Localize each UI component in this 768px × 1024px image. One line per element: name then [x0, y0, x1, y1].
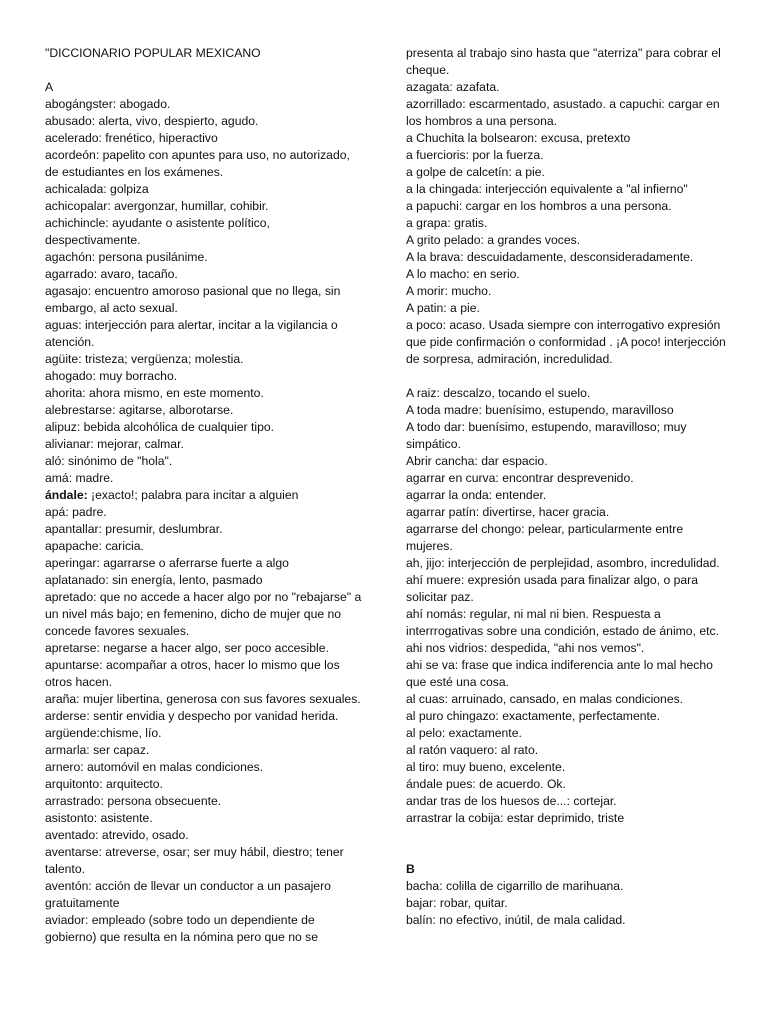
list-item: A todo dar: buenísimo, estupendo, maravilloso; muy simpático.	[406, 420, 687, 451]
list-item: achicopalar: avergonzar, humillar, cohibir.	[45, 199, 269, 213]
entry-list	[406, 385, 728, 827]
list-item: A morir: mucho.	[406, 284, 492, 298]
list-item: a fuercioris: por la fuerza.	[406, 148, 544, 162]
list-item: apá: padre.	[45, 505, 107, 519]
list-item: ah, jijo: interjección de perplejidad, asombro, incredulidad.	[406, 556, 720, 570]
list-item: alivianar: mejorar, calmar.	[45, 437, 184, 451]
list-item: abogángster: abogado.	[45, 97, 171, 111]
list-item: A toda madre: buenísimo, estupendo, maravilloso	[406, 403, 674, 417]
right-column	[406, 45, 728, 929]
entry-list	[406, 878, 728, 929]
list-item: A raiz: descalzo, tocando el suelo.	[406, 386, 591, 400]
section-letter-a: A	[45, 80, 54, 94]
list-item: achichincle: ayudante o asistente político, despectivamente.	[45, 216, 270, 247]
list-item: agarrar en curva: encontrar desprevenido.	[406, 471, 634, 485]
list-item: apantallar: presumir, deslumbrar.	[45, 522, 223, 536]
entry-term: ándale:	[45, 488, 88, 502]
list-item: a la chingada: interjección equivalente a "al infierno"	[406, 182, 688, 196]
list-item: arquitonto: arquitecto.	[45, 777, 163, 791]
list-item: a papuchi: cargar en los hombros a una persona.	[406, 199, 672, 213]
list-item: al ratón vaquero: al rato.	[406, 743, 539, 757]
list-item: agarrar la onda: entender.	[406, 488, 547, 502]
list-item: apuntarse: acompañar a otros, hacer lo mismo que los otros hacen.	[45, 658, 340, 689]
entry-list	[45, 96, 365, 487]
spacer	[406, 827, 728, 861]
spacer	[45, 62, 365, 79]
list-item: agarrar patín: divertirse, hacer gracia.	[406, 505, 610, 519]
list-item: balín: no efectivo, inútil, de mala calidad.	[406, 913, 626, 927]
list-item: apretarse: negarse a hacer algo, ser poco accesible.	[45, 641, 329, 655]
list-item: ahorita: ahora mismo, en este momento.	[45, 386, 264, 400]
list-item: al tiro: muy bueno, excelente.	[406, 760, 566, 774]
list-item: A lo macho: en serio.	[406, 267, 520, 281]
list-item: ahi se va: frase que indica indiferencia ante lo mal hecho que esté una cosa.	[406, 658, 713, 689]
list-item: araña: mujer libertina, generosa con sus favores sexuales.	[45, 692, 361, 706]
list-item: arrastrado: persona obsecuente.	[45, 794, 222, 808]
list-item: ahi nos vidrios: despedida, "ahi nos vemos".	[406, 641, 645, 655]
list-item: asistonto: asistente.	[45, 811, 153, 825]
list-item: a grapa: gratis.	[406, 216, 488, 230]
list-item: arrastrar la cobija: estar deprimido, triste	[406, 811, 625, 825]
list-item: al puro chingazo: exactamente, perfectamente.	[406, 709, 661, 723]
list-item: ándale pues: de acuerdo. Ok.	[406, 777, 566, 791]
list-item: agarrarse del chongo: pelear, particularmente entre mujeres.	[406, 522, 684, 553]
list-item: bajar: robar, quitar.	[406, 896, 508, 910]
list-item: agachón: persona pusilánime.	[45, 250, 208, 264]
list-item: aló: sinónimo de "hola".	[45, 454, 173, 468]
list-item	[45, 487, 365, 504]
list-item: presenta al trabajo sino hasta que "aterriza" para cobrar el cheque.	[406, 46, 721, 77]
list-item: Abrir cancha: dar espacio.	[406, 454, 548, 468]
list-item: acelerado: frenético, hiperactivo	[45, 131, 218, 145]
list-item: acordeón: papelito con apuntes para uso, no autorizado, de estudiantes en los exámenes.	[45, 148, 350, 179]
list-item: ahogado: muy borracho.	[45, 369, 178, 383]
list-item: aperingar: agarrarse o aferrarse fuerte a algo	[45, 556, 289, 570]
list-item: A grito pelado: a grandes voces.	[406, 233, 581, 247]
left-column	[45, 45, 365, 946]
list-item: aviador: empleado (sobre todo un dependiente de gobierno) que resulta en la nómina pero que no se	[45, 913, 319, 944]
document-title: "DICCIONARIO POPULAR MEXICANO	[45, 46, 261, 60]
list-item: bacha: colilla de cigarrillo de marihuana.	[406, 879, 624, 893]
section-letter-b: B	[406, 862, 415, 876]
list-item: alebrestarse: agitarse, alborotarse.	[45, 403, 234, 417]
list-item: agüite: tristeza; vergüenza; molestia.	[45, 352, 244, 366]
list-item: achicalada: golpiza	[45, 182, 149, 196]
list-item: a Chuchita la bolsearon: excusa, pretexto	[406, 131, 631, 145]
list-item: amá: madre.	[45, 471, 114, 485]
list-item: arderse: sentir envidia y despecho por vanidad herida.	[45, 709, 339, 723]
entry-list	[45, 504, 365, 946]
list-item: al cuas: arruinado, cansado, en malas condiciones.	[406, 692, 684, 706]
list-item: A patin: a pie.	[406, 301, 480, 315]
list-item: apretado: que no accede a hacer algo por no "rebajarse" a un nivel más bajo; en femenino, dicho de mujer que no concede favores sexuales.	[45, 590, 362, 638]
list-item: aplatanado: sin energía, lento, pasmado	[45, 573, 263, 587]
list-item: aventón: acción de llevar un conductor a un pasajero gratuitamente	[45, 879, 331, 910]
list-item: apapache: caricia.	[45, 539, 144, 553]
list-item: armarla: ser capaz.	[45, 743, 150, 757]
list-item: andar tras de los huesos de...: cortejar.	[406, 794, 617, 808]
list-item: ahí nomás: regular, ni mal ni bien. Respuesta a interrrogativas sobre una condición, estado de ánimo, etc.	[406, 607, 719, 638]
list-item: al pelo: exactamente.	[406, 726, 522, 740]
list-item: agarrado: avaro, tacaño.	[45, 267, 178, 281]
list-item: A la brava: descuidadamente, desconsideradamente.	[406, 250, 694, 264]
list-item: agasajo: encuentro amoroso pasional que no llega, sin embargo, al acto sexual.	[45, 284, 341, 315]
list-item: azagata: azafata.	[406, 80, 500, 94]
list-item: alipuz: bebida alcohólica de cualquier tipo.	[45, 420, 275, 434]
list-item: a poco: acaso. Usada siempre con interrogativo expresión que pide confirmación o conformidad . ¡A poco! interjección de sorpresa, admiración, incredulidad.	[406, 318, 726, 366]
list-item: abusado: alerta, vivo, despierto, agudo.	[45, 114, 259, 128]
spacer	[406, 368, 728, 385]
list-item: ahí muere: expresión usada para finalizar algo, o para solicitar paz.	[406, 573, 699, 604]
list-item: argüende:chisme, lío.	[45, 726, 162, 740]
list-item: a golpe de calcetín: a pie.	[406, 165, 545, 179]
list-item: arnero: automóvil en malas condiciones.	[45, 760, 264, 774]
list-item: aventarse: atreverse, osar; ser muy hábil, diestro; tener talento.	[45, 845, 344, 876]
entry-list	[406, 45, 728, 368]
list-item: aventado: atrevido, osado.	[45, 828, 189, 842]
list-item: aguas: interjección para alertar, incitar a la vigilancia o atención.	[45, 318, 338, 349]
list-item: azorrillado: escarmentado, asustado. a capuchi: cargar en los hombros a una persona.	[406, 97, 720, 128]
entry-definition: ¡exacto!; palabra para incitar a alguien	[87, 488, 299, 502]
